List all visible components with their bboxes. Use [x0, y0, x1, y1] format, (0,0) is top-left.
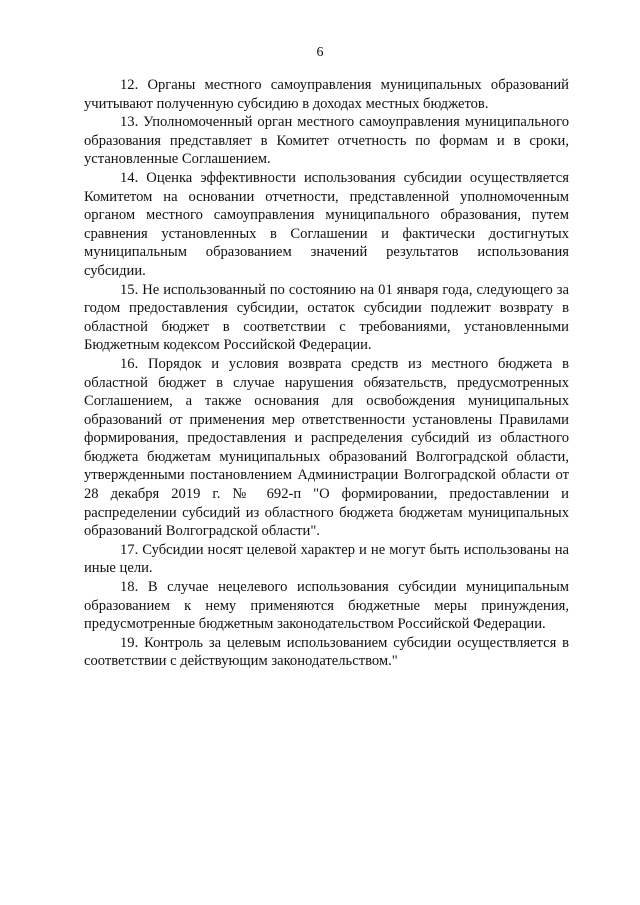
paragraph-14: 14. Оценка эффективности использования субсидии осуществляется Комитетом на основании отчетности, представленной уполномоченным органом местного самоуправления муниципального образования, путем сравнения установленных в Соглашении и фактически достигнутых муниципальным образованием значений результатов использования субсидии. — [84, 169, 569, 279]
paragraph-19: 19. Контроль за целевым использованием субсидии осуществляется в соответствии с действующим законодательством." — [84, 634, 569, 670]
paragraph-13: 13. Уполномоченный орган местного самоуправления муниципального образования представляет в Комитет отчетность по формам и в сроки, установленные Соглашением. — [84, 114, 569, 168]
paragraph-12: 12. Органы местного самоуправления муниципальных образований учитывают полученную субсидию в доходах местных бюджетов. — [84, 77, 569, 112]
paragraph-15: 15. Не использованный по состоянию на 01 января года, следующего за годом предоставления субсидии, остаток субсидии подлежит возврату в областной бюджет в соответствии с требованиями, установленными Бюджетным кодексом Российской Федерации. — [84, 281, 569, 354]
document-body — [84, 76, 569, 671]
paragraph-18: 18. В случае нецелевого использования субсидии муниципальным образованием к нему применяются бюджетные меры принуждения, предусмотренные бюджетным законодательством Российской Федерации. — [84, 579, 569, 633]
paragraph-17: 17. Субсидии носят целевой характер и не могут быть использованы на иные цели. — [84, 541, 569, 577]
page-number: 6 — [316, 45, 324, 60]
paragraph-16: 16. Порядок и условия возврата средств из местного бюджета в областной бюджет в случае нарушения обязательств, предусмотренных Соглашением, а также основания для освобождения муниципальных образований от применения мер ответственности установлены Правилами формирования, предоставления и распределения субсидий из областного бюджета бюджетам муниципальных образований Волгоградской области, утвержденными постановлением Администрации Волгоградской области от 28 декабря 2019 г. № 692-п "О формировании, предоставлении и распределении субсидий из областного бюджета бюджетам муниципальных образований Волгоградской области". — [84, 355, 569, 540]
